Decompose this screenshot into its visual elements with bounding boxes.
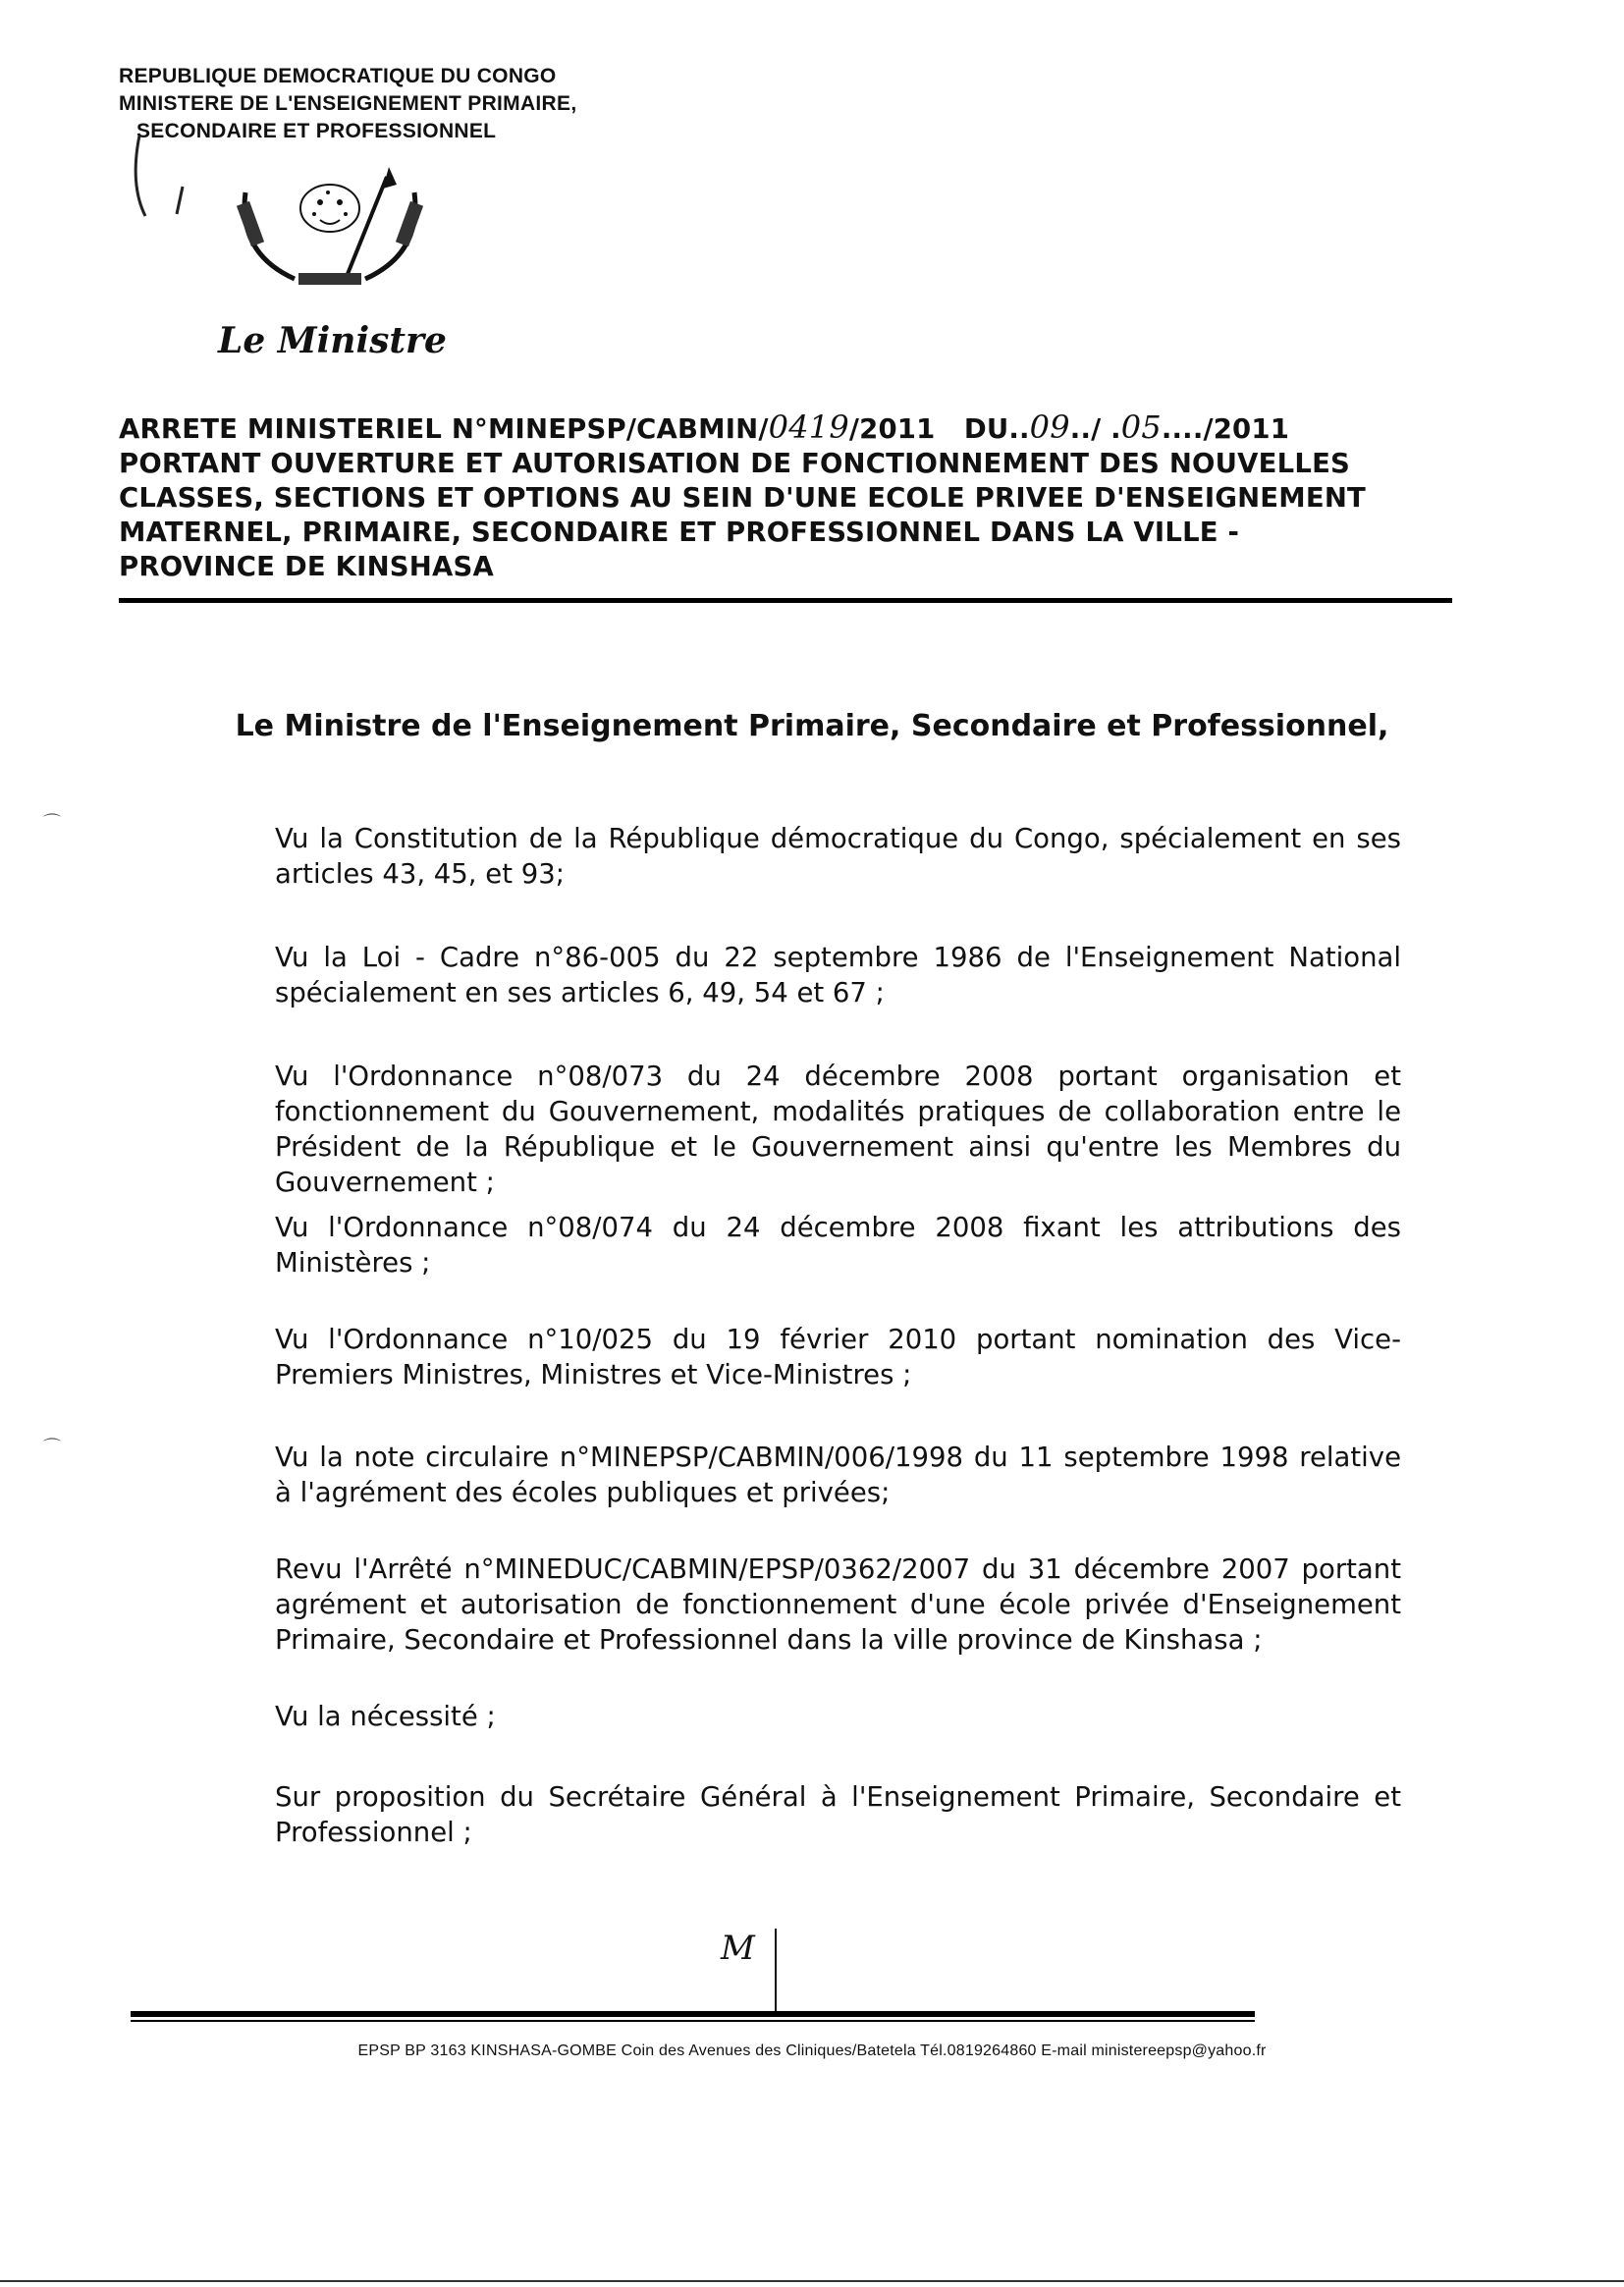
margin-pen-stroke — [126, 126, 204, 234]
recital-paragraph: Vu l'Ordonnance n°08/074 du 24 décembre 2008 fixant les attributions des Ministères ; — [275, 1212, 1401, 1279]
coat-of-arms-emblem — [222, 163, 434, 296]
initials-stroke — [768, 1925, 787, 2015]
recital-paragraph: Vu l'Ordonnance n°08/073 du 24 décembre 2008 portant organisation et fonctionnement du Gouvernement, modalités pratiques de collaboration entre le Président de la République et le Gouvernement ainsi qu'entre les Membres du Gouvernement ; — [275, 1061, 1401, 1198]
ministry-name-line1: MINISTERE DE L'ENSEIGNEMENT PRIMAIRE, — [119, 92, 577, 115]
decree-title-line4: MATERNEL, PRIMAIRE, SECONDAIRE ET PROFESSIONNEL DANS LA VILLE - — [119, 517, 1240, 548]
decree-ref-year: /2011 — [848, 413, 936, 445]
footer-rule — [131, 2011, 1255, 2017]
recital-paragraph: Vu la Loi - Cadre n°86-005 du 22 septembre 1986 de l'Enseignement National spécialement en ses articles 6, 49, 54 et 67 ; — [275, 942, 1401, 1008]
recital-paragraph: Vu l'Ordonnance n°10/025 du 19 février 2010 portant nomination des Vice-Premiers Ministres, Ministres et Vice-Ministres ; — [275, 1324, 1401, 1390]
margin-mark: ⌒ — [43, 1438, 61, 1458]
addressee-heading: Le Ministre de l'Enseignement Primaire, Secondaire et Professionnel, — [235, 709, 1389, 743]
recital-paragraph: Sur proposition du Secrétaire Général à l'Enseignement Primaire, Secondaire et Professionnel ; — [275, 1781, 1401, 1848]
handwritten-initials: M — [721, 1929, 755, 1968]
recital-paragraph: Vu la Constitution de la République démocratique du Congo, spécialement en ses articles 43, 45, et 93; — [275, 823, 1401, 890]
decree-title — [119, 410, 1446, 584]
recital-paragraph: Vu la note circulaire n°MINEPSP/CABMIN/006/1998 du 11 septembre 1998 relative à l'agrément des écoles publiques et privées; — [275, 1442, 1401, 1508]
decree-ref-prefix: ARRETE MINISTERIEL N°MINEPSP/CABMIN/ — [119, 413, 769, 445]
ministry-name-line2: SECONDAIRE ET PROFESSIONNEL — [136, 120, 497, 142]
footer-rule-thin — [131, 2020, 1255, 2022]
margin-mark: ⌒ — [43, 813, 61, 834]
decree-number-handwritten: 0419 — [768, 408, 849, 446]
decree-title-line2: PORTANT OUVERTURE ET AUTORISATION DE FONCTIONNEMENT DES NOUVELLES — [119, 448, 1351, 479]
recital-paragraph: Revu l'Arrêté n°MINEDUC/CABMIN/EPSP/0362/2007 du 31 décembre 2007 portant agrément et autorisation de fonctionnement d'une école privée d'Enseignement Primaire, Secondaire et Professionnel dans la ville province de Kinshasa ; — [275, 1553, 1401, 1656]
country-name: REPUBLIQUE DEMOCRATIQUE DU CONGO — [119, 65, 557, 87]
decree-title-line5: PROVINCE DE KINSHASA — [119, 551, 494, 582]
minister-signature-title: Le Ministre — [218, 320, 447, 361]
decree-reference-line — [119, 410, 1446, 447]
decree-title-line3: CLASSES, SECTIONS ET OPTIONS AU SEIN D'UNE ECOLE PRIVEE D'ENSEIGNEMENT — [119, 482, 1367, 514]
page-bottom-edge — [0, 2280, 1624, 2282]
decree-day-handwritten: 09 — [1029, 408, 1070, 446]
title-underline — [119, 598, 1452, 603]
decree-month-handwritten: 05 — [1120, 408, 1162, 446]
decree-date-prefix: DU.. — [963, 413, 1030, 445]
recital-paragraph: Vu la nécessité ; — [275, 1701, 496, 1732]
footer-contact: EPSP BP 3163 KINSHASA-GOMBE Coin des Avenues des Cliniques/Batetela Tél.0819264860 E-mail ministereepsp@yahoo.fr — [357, 2042, 1267, 2059]
decree-date-sep: ../ . — [1069, 413, 1121, 445]
decree-date-suffix: ..../2011 — [1161, 413, 1290, 445]
